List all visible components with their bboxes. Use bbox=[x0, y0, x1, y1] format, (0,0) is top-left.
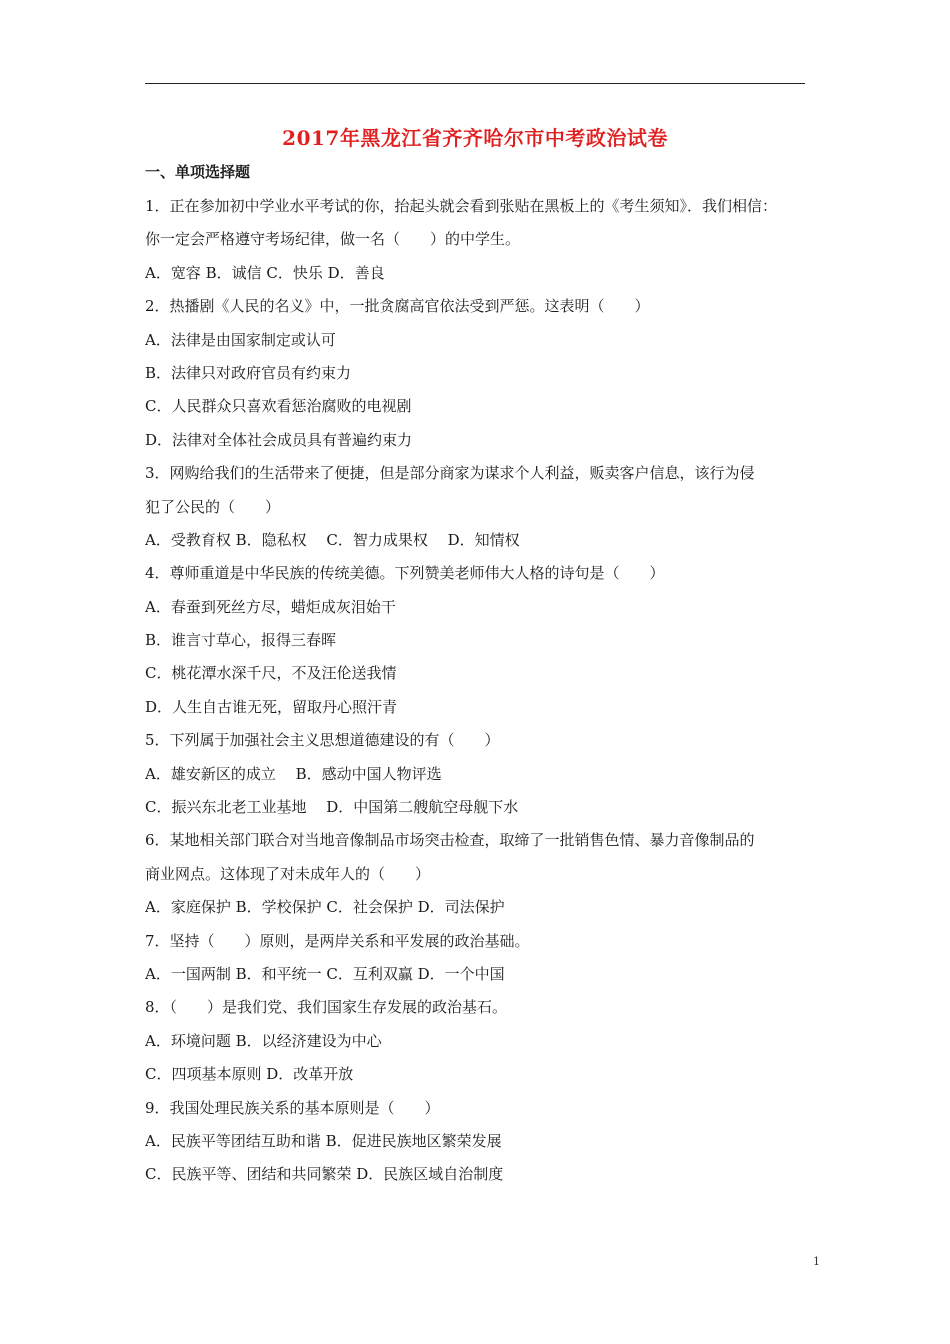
text-line: C．四项基本原则 D．改革开放 bbox=[145, 1065, 354, 1084]
text-line: A．春蚕到死丝方尽，蜡炬成灰泪始干 bbox=[145, 597, 396, 616]
header-rule bbox=[145, 83, 805, 84]
question-body bbox=[145, 190, 810, 1192]
text-line: 5．下列属于加强社会主义思想道德建设的有（ ） bbox=[145, 731, 500, 750]
text-line: C．桃花潭水深千尺，不及汪伦送我情 bbox=[145, 664, 397, 683]
text-line: A．一国两制 B．和平统一 C．互利双赢 D．一个中国 bbox=[145, 964, 505, 983]
text-line: 2．热播剧《人民的名义》中，一批贪腐高官依法受到严惩。这表明（ ） bbox=[145, 297, 650, 316]
text-line: 1．正在参加初中学业水平考试的你，抬起头就会看到张贴在黑板上的《考生须知》．我们相信： bbox=[145, 197, 778, 215]
text-line: A．法律是由国家制定或认可 bbox=[145, 330, 336, 349]
page-title: 2017年黑龙江省齐齐哈尔市中考政治试卷 bbox=[282, 126, 668, 150]
text-line: 4．尊师重道是中华民族的传统美德。下列赞美老师伟大人格的诗句是（ ） bbox=[145, 564, 665, 583]
text-line: A．环境问题 B．以经济建设为中心 bbox=[145, 1031, 382, 1050]
text-line: C．人民群众只喜欢看惩治腐败的电视剧 bbox=[145, 397, 412, 416]
text-line: A．宽容 B．诚信 C．快乐 D．善良 bbox=[145, 263, 385, 282]
text-line: C．民族平等、团结和共同繁荣 D．民族区域自治制度 bbox=[145, 1165, 504, 1184]
text-line: 商业网点。这体现了对未成年人的（ ） bbox=[145, 864, 431, 883]
text-line: 6．某地相关部门联合对当地音像制品市场突击检查，取缔了一批销售色情、暴力音像制品的 bbox=[145, 831, 755, 850]
text-line: 你一定会严格遵守考场纪律，做一名（ ）的中学生。 bbox=[145, 230, 521, 249]
text-line: D．法律对全体社会成员具有普遍约束力 bbox=[145, 430, 413, 449]
text-line: A．民族平等团结互助和谐 B．促进民族地区繁荣发展 bbox=[145, 1131, 502, 1150]
text-line: A．受教育权 B．隐私权 C．智力成果权 D．知情权 bbox=[145, 530, 520, 549]
text-line: B．法律只对政府官员有约束力 bbox=[145, 363, 352, 382]
text-line: A．家庭保护 B．学校保护 C．社会保护 D．司法保护 bbox=[145, 898, 505, 917]
text-line: 3．网购给我们的生活带来了便捷，但是部分商家为谋求个人利益，贩卖客户信息，该行为侵 bbox=[145, 464, 755, 483]
text-line: 9．我国处理民族关系的基本原则是（ ） bbox=[145, 1098, 440, 1117]
text-line: 7．坚持（ ）原则，是两岸关系和平发展的政治基础。 bbox=[145, 931, 530, 950]
text-line: C．振兴东北老工业基地 D．中国第二艘航空母舰下水 bbox=[145, 798, 519, 817]
text-line: D．人生自古谁无死，留取丹心照汗青 bbox=[145, 697, 398, 716]
text-line: 犯了公民的（ ） bbox=[145, 497, 281, 516]
text-line: B．谁言寸草心，报得三春晖 bbox=[145, 631, 337, 650]
text-line: A．雄安新区的成立 B．感动中国人物评选 bbox=[145, 764, 442, 783]
page-number: 1 bbox=[813, 1255, 820, 1268]
section-heading: 一、单项选择题 bbox=[145, 163, 251, 181]
text-line: 8．（ ）是我们党、我们国家生存发展的政治基石。 bbox=[145, 998, 508, 1017]
